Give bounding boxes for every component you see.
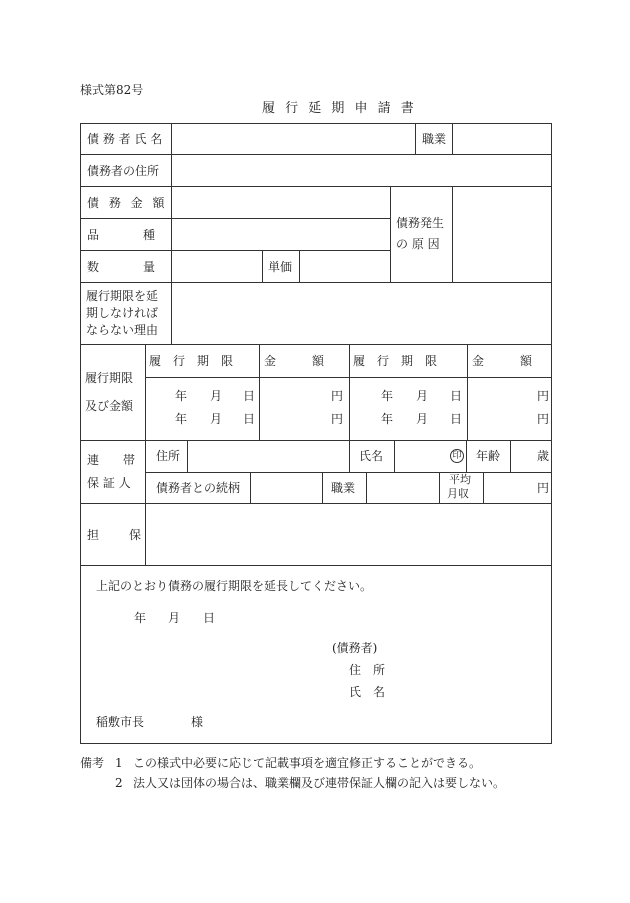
rule (187, 440, 188, 472)
rule (262, 250, 263, 282)
rule (81, 250, 390, 251)
application-form (80, 123, 552, 744)
amount-header-2: 金 額 (472, 354, 533, 368)
mayor-label: 稲敷市長 (96, 715, 145, 729)
rule (145, 472, 552, 473)
rule (81, 186, 552, 187)
rule (171, 124, 172, 344)
rule (250, 472, 251, 503)
rule (81, 440, 552, 441)
notes-label: 備考 (80, 756, 105, 770)
relation-label: 債務者との続柄 (156, 481, 241, 495)
period-header-1: 履 行 期 限 (149, 354, 234, 368)
rule (390, 186, 391, 282)
debtor-paren-label: (債務者) (332, 641, 378, 655)
debtor-name-label: 債 務 者 氏 名 (87, 132, 163, 146)
rule (81, 282, 552, 283)
guarantor-name-label: 氏名 (359, 449, 384, 463)
rule (299, 250, 300, 282)
day-label: 日 (450, 412, 463, 426)
debtor-address-label: 債務者の住所 (87, 164, 160, 178)
rule (439, 472, 440, 503)
guarantor-label-line1: 連 帯 (87, 453, 136, 467)
applicant-name-label: 氏 名 (349, 685, 386, 699)
amount-header-1: 金 額 (264, 354, 325, 368)
rule (349, 440, 350, 472)
age-unit-label: 歳 (537, 449, 550, 463)
yen-label: 円 (537, 412, 550, 426)
yen-label: 円 (537, 481, 550, 495)
unit-price-label: 単価 (268, 260, 293, 274)
item-label: 品 種 (87, 228, 158, 242)
note-text: この様式中必要に応じて記載事項を適宜修正することができる。 (133, 756, 482, 770)
quantity-label: 数 量 (87, 260, 158, 274)
note-number: 1 (115, 756, 123, 770)
day-label: 日 (243, 389, 256, 403)
age-label: 年齢 (476, 449, 501, 463)
rule (452, 186, 453, 282)
form-number: 様式第82号 (80, 83, 144, 97)
page-title: 履 行 延 期 申 請 書 (262, 101, 417, 116)
year-label: 年 (175, 412, 188, 426)
rule (259, 344, 260, 440)
year-label: 年 (175, 389, 188, 403)
year-label: 年 (381, 389, 394, 403)
rule (394, 440, 395, 472)
month-label: 月 (210, 389, 223, 403)
rule (322, 472, 323, 503)
rule (510, 440, 511, 472)
debt-amount-label: 債 務 金 額 (87, 196, 168, 210)
reason-label-line1: 履行期限を延 (86, 289, 159, 303)
rule (81, 503, 552, 504)
rule (81, 565, 552, 566)
year-label: 年 (381, 412, 394, 426)
date-month-label: 月 (168, 611, 181, 625)
note-number: 2 (115, 776, 123, 790)
avg-income-label-line2: 月収 (447, 487, 469, 500)
day-label: 日 (450, 389, 463, 403)
guarantor-occupation-label: 職業 (331, 481, 356, 495)
declaration-text: 上記のとおり債務の履行期限を延長してください。 (96, 579, 373, 593)
guarantor-label-line2: 保 証 人 (87, 476, 131, 490)
rule (349, 344, 350, 440)
yen-label: 円 (331, 389, 344, 403)
yen-label: 円 (537, 389, 550, 403)
note-text: 法人又は団体の場合は、職業欄及び連帯保証人欄の記入は要しない。 (133, 776, 506, 790)
date-day-label: 日 (203, 611, 216, 625)
occupation-label: 職業 (422, 132, 447, 146)
date-year-label: 年 (134, 611, 147, 625)
rule (415, 124, 416, 154)
cause-label-line2: の 原 因 (396, 237, 440, 251)
honorific-label: 様 (191, 715, 204, 729)
period-header-2: 履 行 期 限 (353, 354, 438, 368)
rule (483, 472, 484, 503)
guarantor-address-label: 住所 (156, 449, 181, 463)
day-label: 日 (243, 412, 256, 426)
applicant-address-label: 住 所 (349, 663, 386, 677)
period-label-line2: 及び金額 (85, 399, 134, 413)
reason-label-line2: 期しなければ (86, 306, 159, 320)
month-label: 月 (416, 389, 429, 403)
month-label: 月 (210, 412, 223, 426)
period-label-line1: 履行期限 (85, 371, 134, 385)
yen-label: 円 (331, 412, 344, 426)
collateral-label: 担 保 (87, 528, 144, 542)
cause-label-line1: 債務発生 (396, 216, 445, 230)
avg-income-label-line1: 平均 (449, 473, 471, 486)
rule (81, 154, 552, 155)
month-label: 月 (416, 412, 429, 426)
reason-label-line3: ならない理由 (86, 323, 159, 337)
rule (467, 344, 468, 440)
rule (81, 218, 390, 219)
rule (81, 344, 552, 345)
rule (466, 440, 467, 472)
rule (366, 472, 367, 503)
rule (145, 344, 146, 565)
seal-mark-icon: 印 (450, 449, 464, 463)
rule (452, 124, 453, 154)
